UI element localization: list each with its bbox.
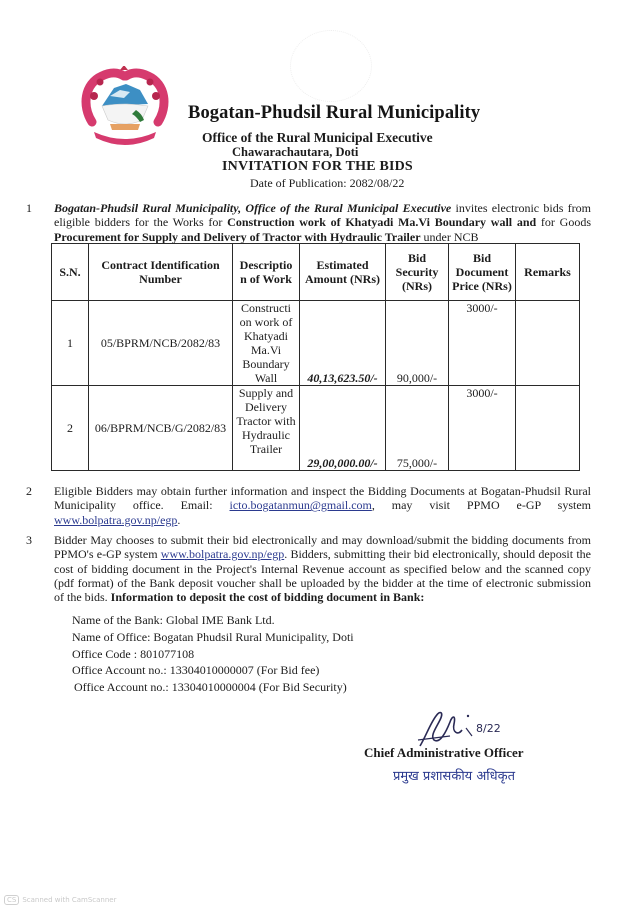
cell-bid-security: 75,000/- — [386, 386, 449, 471]
cell-contract-id: 06/BPRM/NCB/G/2082/83 — [89, 386, 233, 471]
bank-info-heading: Information to deposit the cost of bidding document in Bank: — [110, 590, 425, 605]
table-row — [52, 301, 580, 386]
signatory-title: Chief Administrative Officer — [364, 745, 524, 760]
camscanner-icon: CS — [4, 895, 19, 905]
camscanner-watermark — [4, 895, 117, 905]
egp-link[interactable]: www.bolpatra.gov.np/egp — [54, 512, 178, 527]
section-2 — [26, 484, 591, 527]
section-text: for Goods — [536, 215, 591, 230]
faint-stamp-impression — [290, 30, 372, 102]
watermark-text: Scanned with CamScanner — [22, 896, 117, 904]
office-name: Office of the Rural Municipal Executive — [202, 130, 433, 145]
table-row — [52, 386, 580, 471]
cell-estimated-amount: 40,13,623.50/- — [300, 301, 386, 386]
section-1 — [26, 201, 591, 244]
section-number: 2 — [26, 484, 32, 498]
cell-description: Constructi on work of Khatyadi Ma.Vi Boundary Wall — [233, 301, 300, 386]
cell-contract-id: 05/BPRM/NCB/2082/83 — [89, 301, 233, 386]
signature-date: 8/22 — [476, 722, 500, 735]
section-number: 1 — [26, 201, 32, 215]
email-link[interactable]: icto.bogatanmun@gmail.com — [229, 498, 372, 513]
cell-remarks — [516, 301, 580, 386]
header-description: Descriptio n of Work — [233, 244, 300, 301]
office-code: Office Code : 801077108 — [72, 646, 195, 661]
egp-link[interactable]: www.bolpatra.gov.np/egp — [160, 547, 285, 562]
header-estimated-amount: Estimated Amount (NRs) — [300, 244, 386, 301]
cell-document-price: 3000/- — [449, 301, 516, 386]
cell-sn: 2 — [52, 386, 89, 471]
office-name-line: Name of Office: Bogatan Phudsil Rural Municipality, Doti — [72, 629, 354, 644]
cell-document-price: 3000/- — [449, 386, 516, 471]
section-text: , may visit PPMO e-GP system — [371, 498, 591, 513]
section-text: . — [177, 512, 181, 527]
cell-remarks — [516, 386, 580, 471]
cell-description: Supply and Delivery Tractor with Hydraulic Trailer — [233, 386, 300, 471]
publication-date: Date of Publication: 2082/08/22 — [250, 176, 405, 190]
goods-title: Procurement for Supply and Delivery of Tractor with Hydraulic Trailer — [54, 229, 421, 244]
header-contract-id: Contract Identification Number — [89, 244, 233, 301]
cell-sn: 1 — [52, 301, 89, 386]
section-text: Eligible Bidders may obtain further information and inspect the Bidding Documents at Bogatan-Phudsil Rural Municipality office. Email: — [54, 484, 591, 513]
section-text: . Bidders, submitting their bid electronically, should deposit the cost of bidding document in the Project's Internal Revenue account as specified below and the scanned copy (pdf format) of the Bank deposit voucher shall be uploaded by the bidder at the time of electronic submission of the bids. — [54, 547, 591, 605]
work-title: Construction work of Khatyadi Ma.Vi Boundary wall and — [227, 215, 537, 230]
bids-table — [51, 243, 580, 471]
header-document-price: Bid Document Price (NRs) — [449, 244, 516, 301]
header-remarks: Remarks — [516, 244, 580, 301]
cell-bid-security: 90,000/- — [386, 301, 449, 386]
section-text: under NCB — [420, 229, 479, 244]
issuer-name: Bogatan-Phudsil Rural Municipality, Office of the Rural Municipal Executive — [54, 201, 452, 215]
signatory-title-nepali: प्रमुख प्रशासकीय अधिकृत — [393, 769, 516, 784]
table-header-row — [52, 244, 580, 301]
header-bid-security: Bid Security (NRs) — [386, 244, 449, 301]
bank-name: Name of the Bank: Global IME Bank Ltd. — [72, 613, 275, 627]
cell-estimated-amount: 29,00,000.00/- — [300, 386, 386, 471]
section-number: 3 — [26, 533, 32, 547]
nepal-emblem-logo — [80, 66, 170, 150]
section-text: Bidder May chooses to submit their bid electronically and may download/submit the bidding documents from PPMO's e-GP system — [54, 533, 591, 562]
account-bid-security: Office Account no.: 13304010000004 (For Bid Security) — [74, 680, 347, 695]
municipality-title: Bogatan-Phudsil Rural Municipality — [188, 103, 481, 123]
notice-title: INVITATION FOR THE BIDS — [222, 159, 413, 174]
header-sn: S.N. — [52, 244, 89, 301]
account-bid-fee: Office Account no.: 13304010000007 (For Bid fee) — [72, 663, 320, 678]
section-text: invites electronic bids from eligible bidders for the Works for — [54, 201, 591, 230]
office-address: Chawarachautara, Doti — [232, 145, 359, 159]
section-3 — [26, 533, 591, 604]
bank-info — [72, 612, 354, 696]
